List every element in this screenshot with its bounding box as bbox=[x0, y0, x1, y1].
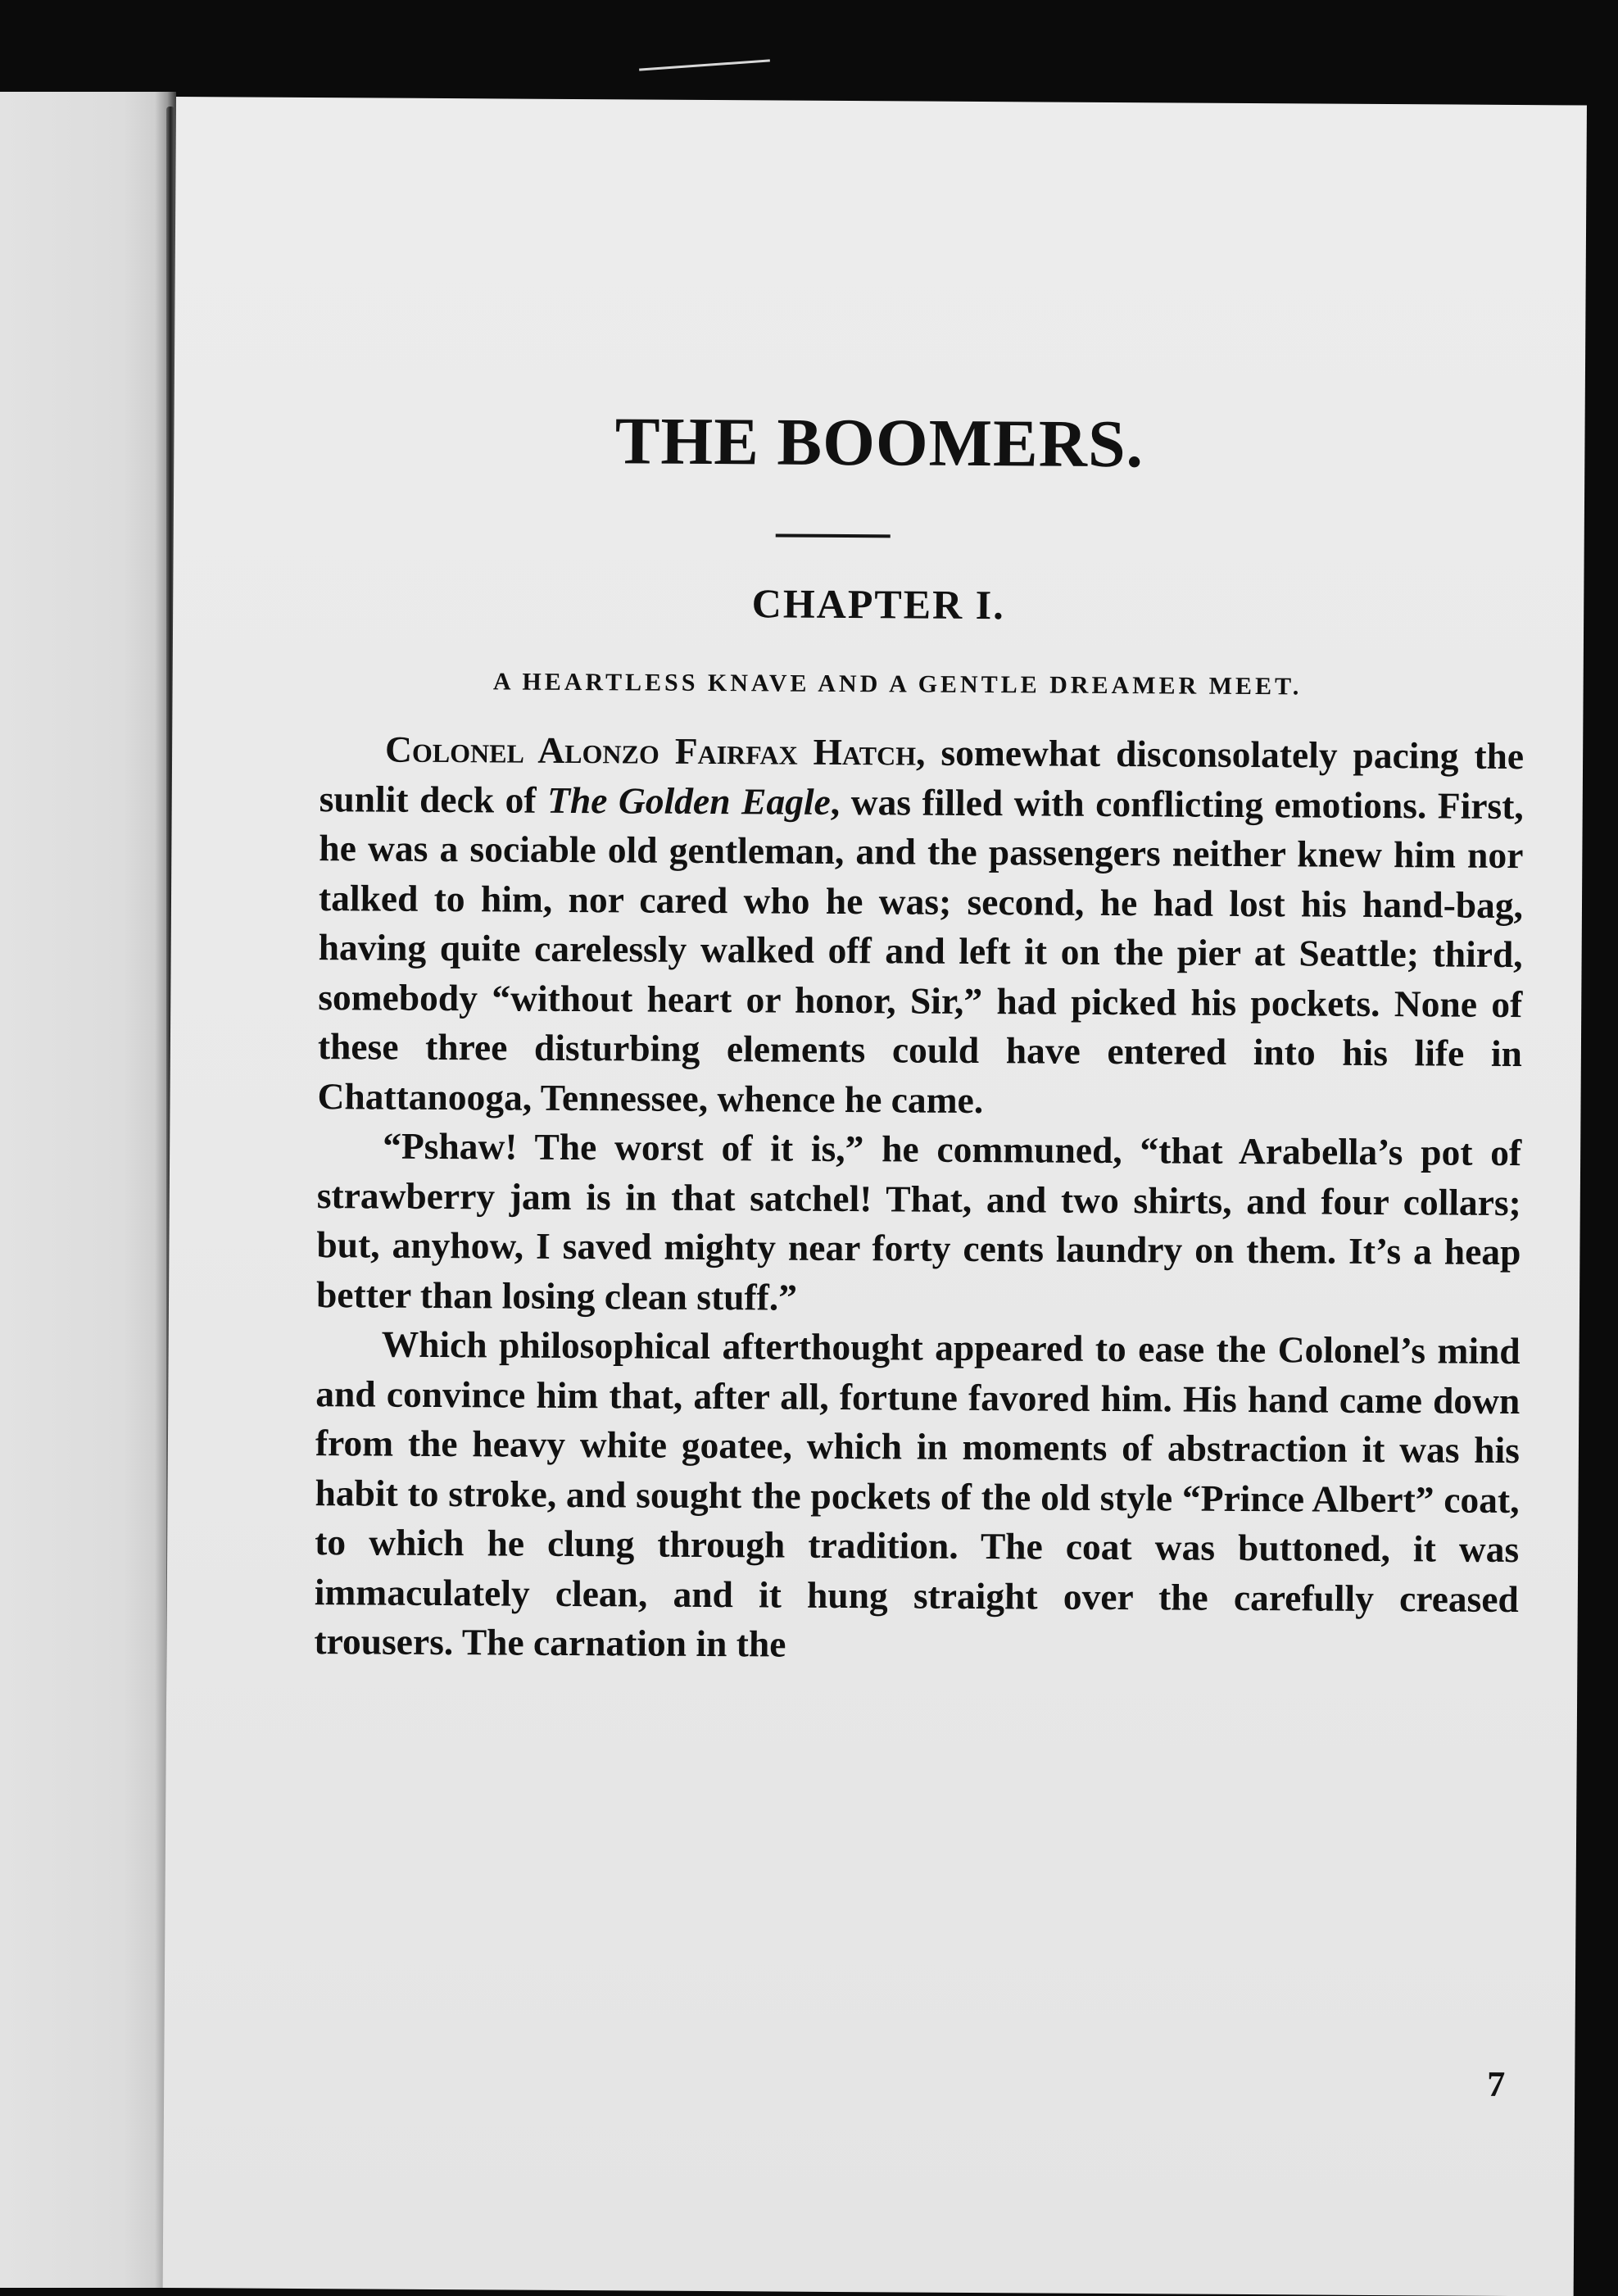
facing-page-edge bbox=[0, 92, 176, 2288]
ship-name: The Golden Eagle bbox=[546, 778, 831, 823]
title-rule bbox=[776, 533, 891, 538]
character-name: Colonel Alonzo Fairfax Hatch bbox=[384, 728, 917, 774]
chapter-heading: CHAPTER I. bbox=[751, 580, 1005, 628]
paragraph-1-part-1: , somewhat disconsolately pacing the sunlit deck of bbox=[319, 731, 1525, 821]
paragraph-1-part-2: , was filled with conflicting emotions. First, he was a sociable old gentleman, and the passengers neither knew him nor talked to him, nor cared who he was; second, he had lost his hand-bag, having quite carelessly walked off and left it on the pier at Seattle; third, somebody “without heart or honor, Sir,” had picked his pockets. None of these three disturbing elements could have entered into his life in Chattanooga, Tennessee, whence he came. bbox=[317, 780, 1524, 1121]
chapter-body bbox=[314, 724, 1524, 1673]
page-number: 7 bbox=[1487, 2063, 1506, 2104]
paragraph-2: “Pshaw! The worst of it is,” he communed, “that Arabella’s pot of strawberry jam is in that satchel! That, and two shirts, and four collars; but, anyhow, I saved mighty near forty cents laundry on them. It’s a heap better than losing clean stuff.” bbox=[315, 1124, 1522, 1318]
chapter-subtitle: A HEARTLESS KNAVE AND A GENTLE DREAMER MEET. bbox=[492, 668, 1303, 701]
paragraph-1 bbox=[317, 724, 1524, 1128]
paragraph-3: Which philosophical afterthought appeared to ease the Colonel’s mind and convince him that, after all, fortune favored him. His hand came down from the heavy white goatee, which in moments of abstraction it was his habit to stroke, and sought the pockets of the old style “Prince Albert” coat, to which he clung through tradition. The coat was buttoned, it was immaculately clean, and it hung straight over the carefully creased trousers. The carnation in the bbox=[314, 1323, 1521, 1665]
book-page bbox=[163, 97, 1587, 2296]
scan-artifact bbox=[639, 59, 770, 70]
page-title: THE BOOMERS. bbox=[614, 403, 1144, 482]
